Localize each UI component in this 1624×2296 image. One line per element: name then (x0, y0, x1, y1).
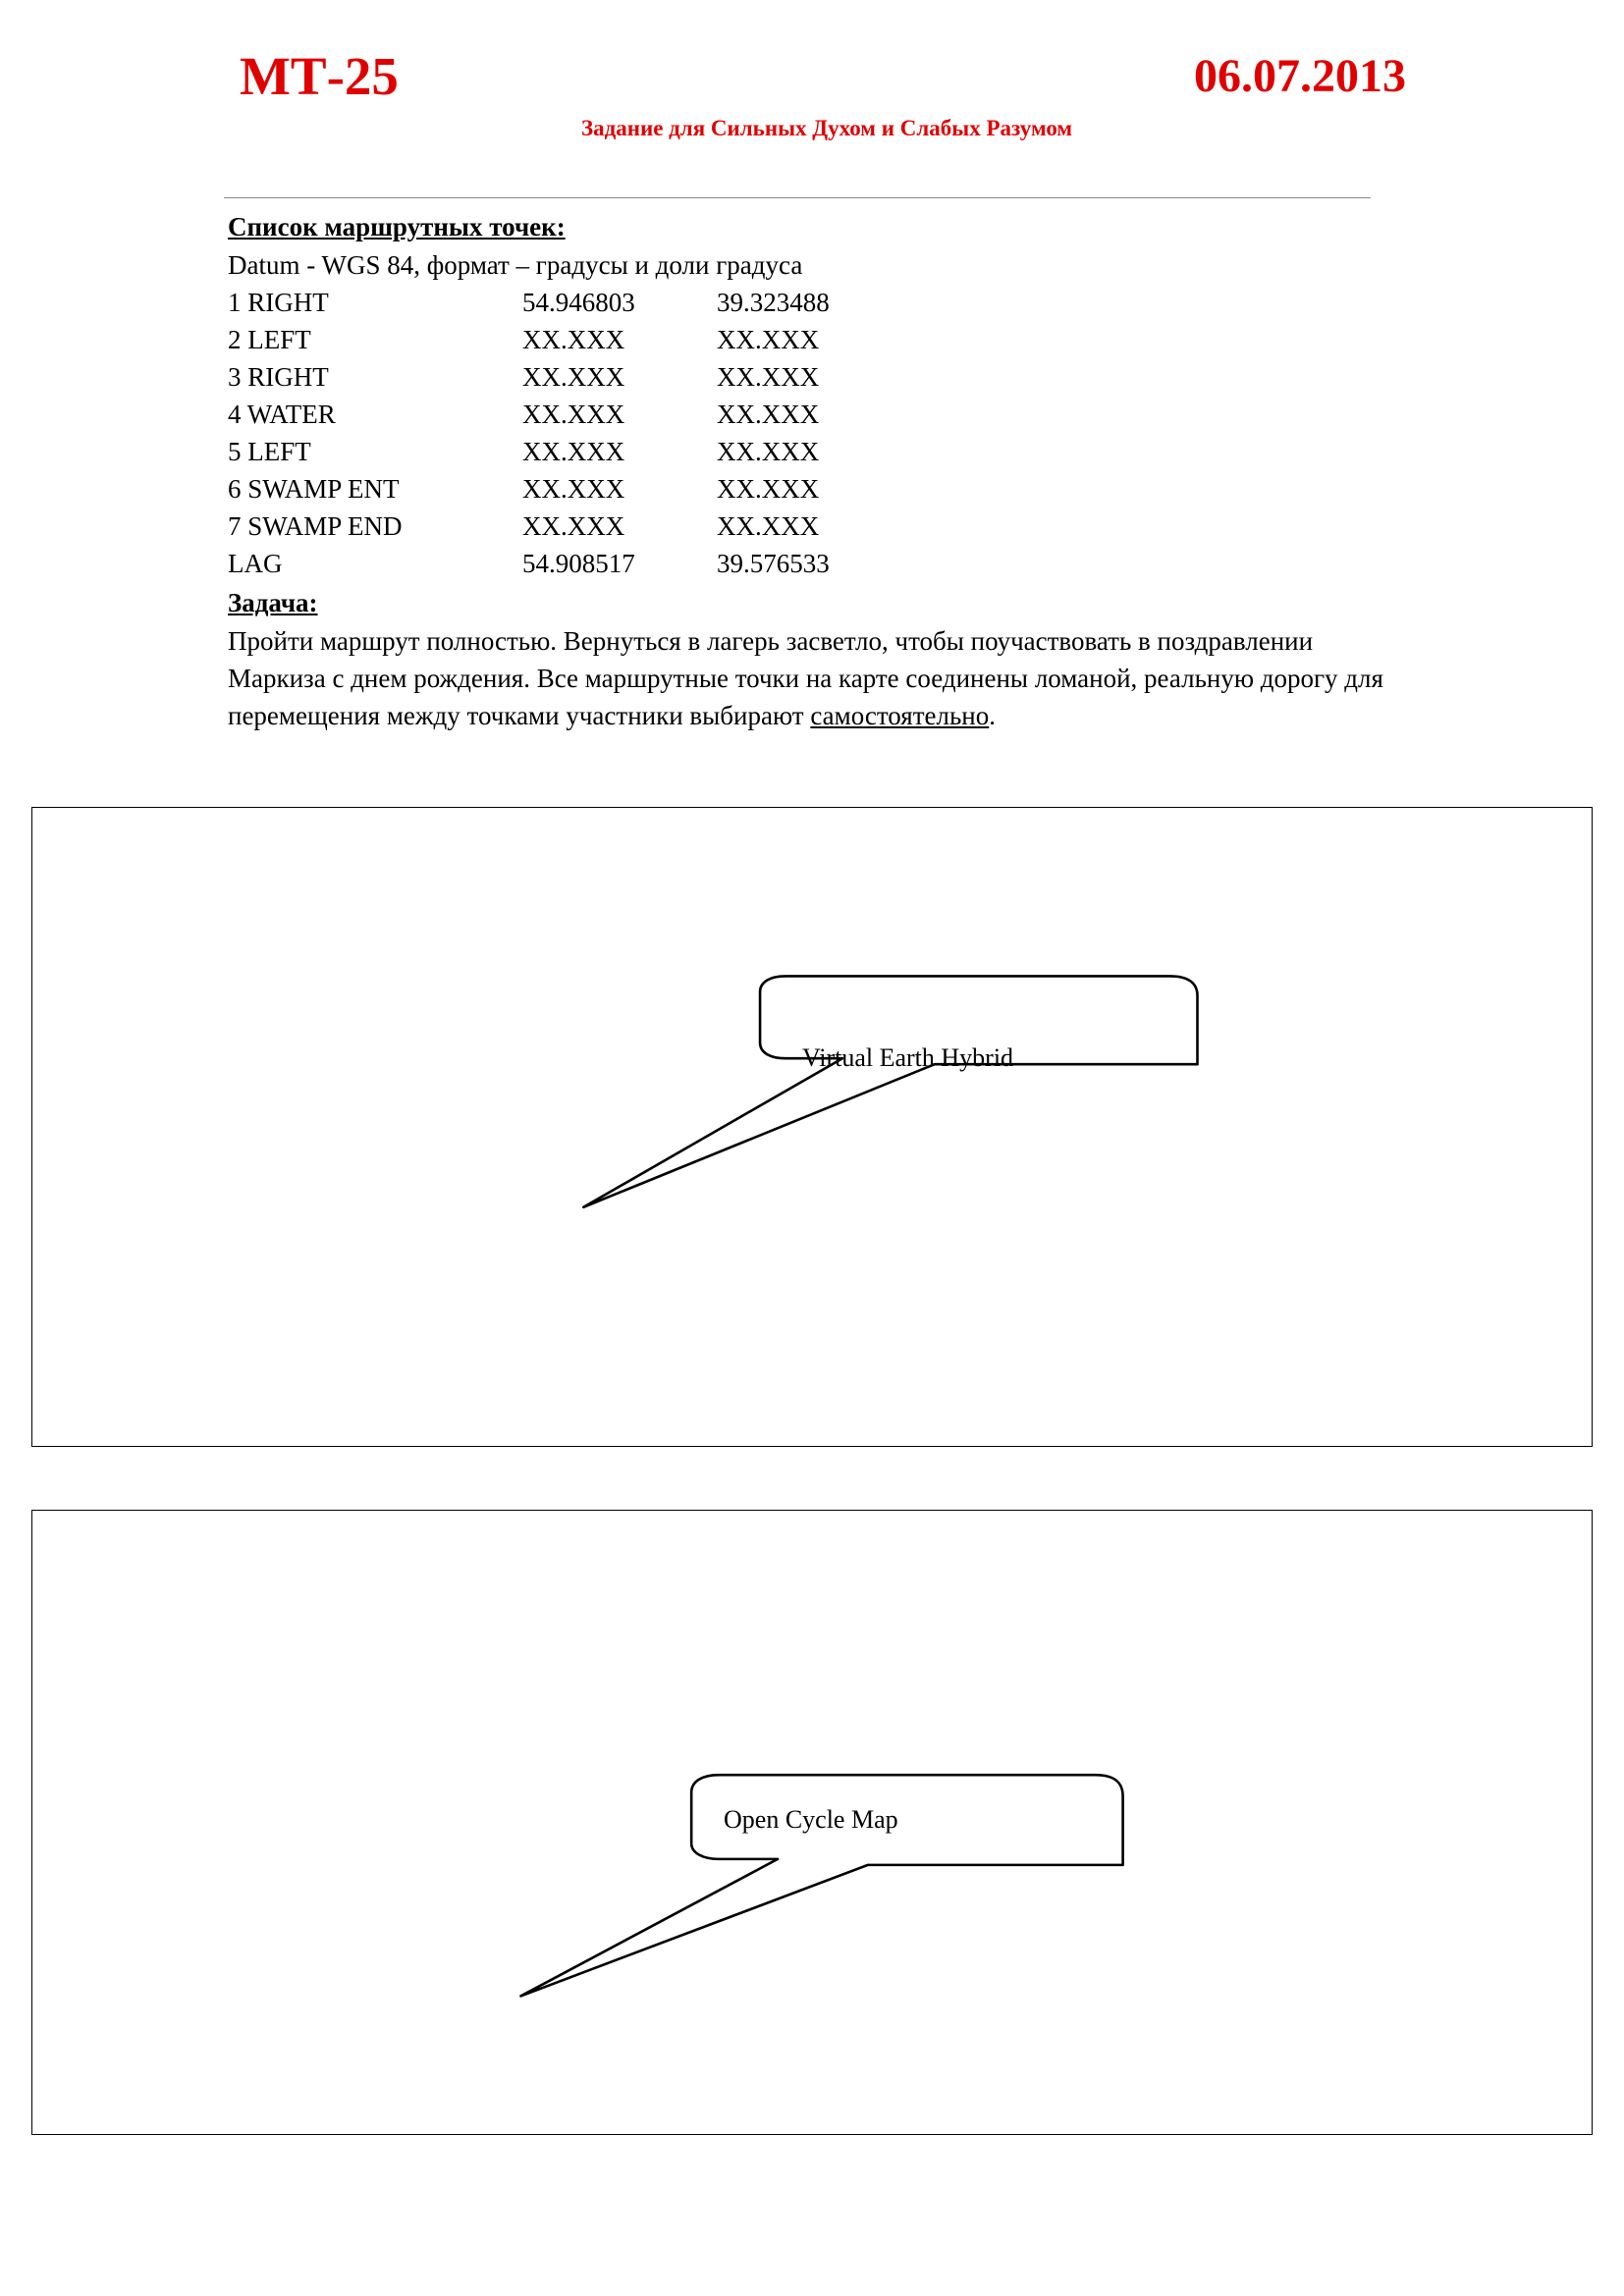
waypoint-lon: 39.576533 (717, 549, 830, 578)
table-row (228, 470, 913, 507)
document-header (0, 47, 1624, 143)
task-text-emphasis: самостоятельно (810, 701, 990, 730)
waypoint-lon: XX.XXX (717, 400, 820, 429)
map-image-virtual-earth-hybrid (31, 807, 1593, 1447)
waypoint-name: 4 WATER (228, 400, 336, 429)
callout-label: Virtual Earth Hybrid (802, 1043, 1014, 1072)
waypoint-lon: XX.XXX (717, 474, 820, 504)
table-row (228, 433, 913, 470)
waypoint-name: 3 RIGHT (228, 362, 329, 392)
map-image-open-cycle-map (31, 1510, 1593, 2135)
callout-graphic-1 (32, 808, 1592, 1446)
waypoint-name: 1 RIGHT (228, 288, 329, 317)
task-text-part2: . (989, 701, 996, 730)
waypoint-name: 6 SWAMP ENT (228, 474, 400, 504)
waypoint-lat: XX.XXX (522, 437, 625, 466)
task-text-part1: Пройти маршрут полностью. Вернуться в лагерь засветло, чтобы поучаствовать в поздравлении Маркиза с днем рождения. Все маршрутные точки на карте соединены ломаной, реальную дорогу для перемещения между точками участники выбирают (228, 626, 1383, 730)
waypoint-lon: XX.XXX (717, 325, 820, 354)
table-row (228, 284, 913, 321)
waypoint-lat: XX.XXX (522, 474, 625, 504)
waypoint-lon: XX.XXX (717, 511, 820, 541)
datum-line: Datum - WGS 84, формат – градусы и доли градуса (228, 250, 803, 280)
table-row (228, 507, 913, 545)
waypoint-lon: XX.XXX (717, 362, 820, 392)
waypoint-lat: XX.XXX (522, 362, 625, 392)
waypoint-name: 7 SWAMP END (228, 511, 403, 541)
table-row (228, 321, 913, 358)
waypoint-name: LAG (228, 549, 283, 578)
table-row (228, 358, 913, 396)
waypoint-lon: 39.323488 (717, 288, 830, 317)
waypoint-name: 5 LEFT (228, 437, 311, 466)
waypoints-heading-wrap (228, 208, 1406, 245)
waypoint-lat: XX.XXX (522, 325, 625, 354)
header-row (0, 47, 1624, 106)
waypoints-heading: Список маршрутных точек: (228, 212, 566, 241)
page-title: МТ-25 (240, 46, 399, 106)
table-row (228, 396, 913, 433)
document-body (228, 208, 1406, 734)
waypoint-lat: XX.XXX (522, 400, 625, 429)
task-heading: Задача: (228, 588, 318, 617)
waypoint-name: 2 LEFT (228, 325, 311, 354)
task-text (228, 622, 1386, 734)
callout-label: Open Cycle Map (724, 1805, 898, 1834)
task-heading-wrap (228, 584, 1406, 621)
header-divider (224, 197, 1371, 198)
waypoints-table (228, 284, 913, 582)
waypoint-lon: XX.XXX (717, 437, 820, 466)
waypoint-lat: 54.908517 (522, 549, 635, 578)
waypoint-lat: 54.946803 (522, 288, 635, 317)
table-row (228, 545, 913, 582)
waypoint-lat: XX.XXX (522, 511, 625, 541)
header-subtitle: Задание для Сильных Духом и Слабых Разумом (580, 116, 1073, 140)
header-date: 06.07.2013 (1194, 50, 1406, 102)
callout-bubble-1 (583, 976, 1197, 1206)
